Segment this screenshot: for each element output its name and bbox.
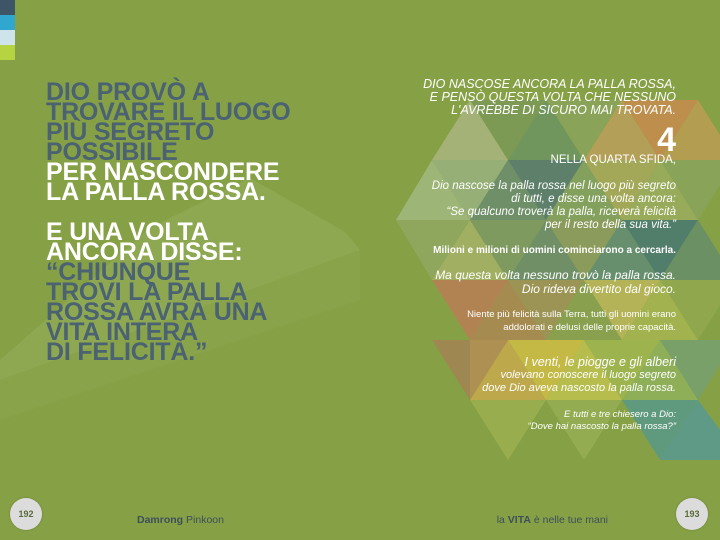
paragraph-5: E tutti e tre chiesero a Dio: “Dove hai nascosto la palla rossa?” <box>527 409 676 432</box>
footer-book-title: la VITA è nelle tue mani <box>496 514 608 526</box>
page-number-right: 193 <box>676 498 708 530</box>
challenge-label: NELLA QUARTA SFIDA, <box>550 154 676 166</box>
headline-line: ROSSA AVRÀ UNA <box>46 298 268 326</box>
headline-line: POSSIBILE <box>46 138 178 166</box>
paragraph-3: Niente più felicità sulla Terra, tutti gli uomini erano addolorati e delusi delle proprie capacità. <box>467 309 676 333</box>
headline-line: TROVI LA PALLA <box>46 278 248 306</box>
headline-line: “CHIUNQUE <box>46 258 191 286</box>
paragraph-4: I venti, le piogge e gli alberi volevano conoscere il luogo segreto dove Dio aveva nascosto la palla rossa. <box>482 355 676 394</box>
page-number-left: 192 <box>10 498 42 530</box>
headline-line: PER NASCONDERE <box>46 158 280 186</box>
paragraph-2: Ma questa volta nessuno trovò la palla rossa. Dio rideva divertito dal gioco. <box>435 268 676 296</box>
bold-line: Milioni e milioni di uomini cominciarono a cercarla. <box>433 245 676 256</box>
intro-text: DIO NASCOSE ANCORA LA PALLA ROSSA, E PENSÒ QUESTA VOLTA CHE NESSUNO L'AVREBBE DI SICURO MAI TROVATA. <box>423 77 676 117</box>
headline-line: DIO PROVÒ A <box>46 78 210 106</box>
left-page-headline <box>46 78 376 366</box>
headline-line: E UNA VOLTA <box>46 218 209 246</box>
color-tab-3 <box>0 30 15 45</box>
headline-line: ANCORA DISSE: <box>46 238 243 266</box>
headline-line: TROVARE IL LUOGO <box>46 98 291 126</box>
paragraph-1: Dio nascose la palla rossa nel luogo più segreto di tutti, e disse una volta ancora: “Se qualcuno troverà la palla, riceverà felicità per il resto della sua vita.” <box>431 180 676 231</box>
headline-line: PIÙ SEGRETO <box>46 118 215 146</box>
challenge-number: 4 <box>657 121 676 159</box>
color-tab-1 <box>0 0 15 15</box>
headline-line: DI FELICITÀ.” <box>46 338 208 366</box>
color-tab-2 <box>0 15 15 30</box>
footer-author: Damrong Pinkoon <box>137 514 224 526</box>
color-tab-4 <box>0 45 15 60</box>
headline-line: VITA INTERA <box>46 318 198 346</box>
headline-line: LA PALLA ROSSA. <box>46 178 266 206</box>
